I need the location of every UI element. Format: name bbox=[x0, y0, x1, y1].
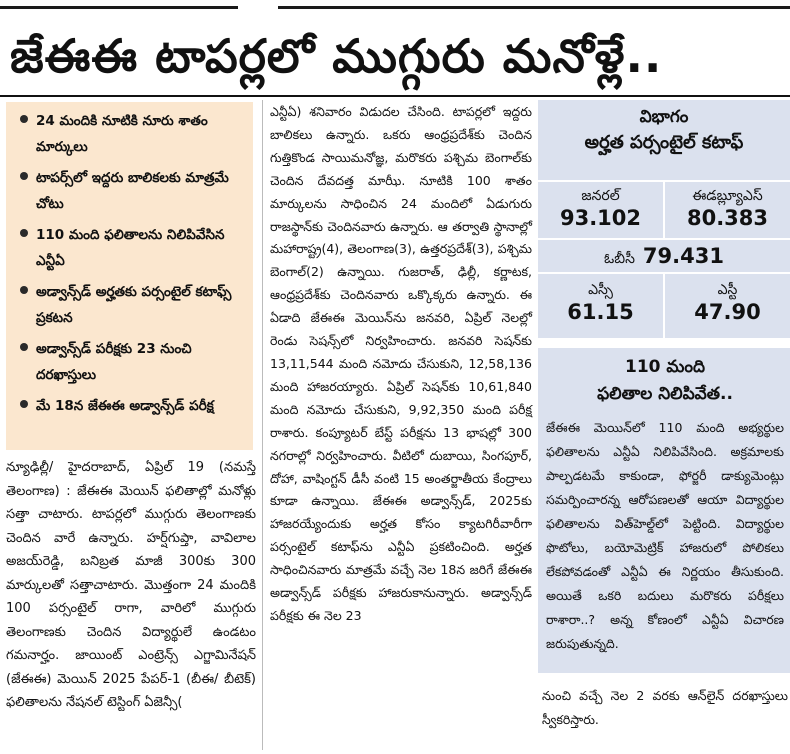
article-column-2: ఎన్టీఏ) శనివారం విడుదల చేసింది. టాపర్లలో ఇద్దరు బాలికలు ఉన్నారు. ఒకరు ఆంధ్రప్రదేశ్‌కు చెందిన గుత్తికొండ సాయిమనోజ్ఞ, మరొకరు పశ్చిమ బెంగాల్‌కు చెందిన దేవదత్త మాఝీ. నూటికి 100 శాతం మార్కులను సాధించిన 24 మందిలో ఏడుగురు రాజస్థాన్‌కు చెందినవారు ఉన్నారు. ఆ తర్వాతి స్థానాల్లో మహారాష్ట్ర(4), తెలంగాణ(3), ఉత్తరప్రదేశ్(3), పశ్చిమ బెంగాల్(2) ఉన్నాయి. గుజరాత్, ఢిల్లీ, కర్ణాటక, ఆంధ్రప్రదేశ్‌కు చెందినవారు ఒక్కొక్కరు ఉన్నారు. ఈ ఏడాది జేఈఈ మెయిన్‌ను జనవరి, ఏప్రిల్ నెలల్లో రెండు సెషన్స్‌లో నిర్వహించారు. జనవరి సెషన్‌కు 13,11,544 మంది నమోదు చేసుకుని, 12,58,136 మంది హాజరయ్యారు. ఏప్రిల్ సెషన్‌కు 10,61,840 మంది నమోదు చేసుకుని, 9,92,350 మంది పరీక్ష రాశారు. కంప్యూటర్ బేస్ట్ పరీక్షను 13 భాషల్లో 300 నగరాల్లో నిర్వహించారు. వీటిలో దుబాయి, సింగపూర్, దోహా, వాషింగ్టన్ డీసీ వంటి 15 అంతర్జాతీయ కేంద్రాలు కూడా ఉన్నాయి. జేఈఈ అడ్వాన్స్‌డ్, 2025కు హాజరయ్యేందుకు అర్హత కోసం క్యాటగిరీవారీగా పర్సంటైల్ కటాఫ్‌ను ఎన్టీఏ ప్రకటించింది. అర్హత సాధించినవారు మాత్రమే వచ్చే నెల 18న జరిగే జేఈఈ అడ్వాన్స్‌డ్ పరీక్షకు హాజరుకానున్నారు. అడ్వాన్స్‌డ్ పరీక్షకు ఈ నెల 23 bbox=[270, 104, 532, 623]
headline-rule bbox=[0, 95, 790, 97]
side-story-body: జేఈఈ మెయిన్‌లో 110 మంది అభ్యర్థుల ఫలితాలను ఎన్టీఏ నిలిపివేసింది. అక్రమాలకు పాల్పడటమే కాకుండా, ఫోర్జరీ డాక్యుమెంట్లు సమర్పించారన్న ఆరోపణలతో ఆయా విద్యార్థుల ఫలితాలను విత్‌హెల్డ్‌లో పెట్టింది. విద్యార్థుల ఫొటోలు, బయోమెట్రిక్ హాజరులో పోలికలు లేకపోవడంతో ఎన్టీఏ ఈ నిర్ణయం తీసుకుంది. అయితే ఒకరి బదులు మరొకరు పరీక్షలు రాశారా..? అన్న కోణంలో ఎన్టీఏ విచారణ జరుపుతున్నది. bbox=[546, 420, 784, 651]
highlight-item: టాపర్స్‌లో ఇద్దరు బాలికలకు మాత్రమే చోటు bbox=[20, 165, 245, 217]
bullet-icon bbox=[20, 229, 28, 237]
cell-obc: ఓబీసీ 79.431 bbox=[604, 244, 724, 268]
bullet-icon bbox=[20, 343, 28, 351]
cutoff-heading: విభాగం అర్హత పర్సంటైల్ కటాఫ్ bbox=[584, 107, 744, 153]
highlight-item: అడ్వాన్స్‌డ్ అర్హతకు పర్సంటైల్ కటాఫ్స్ ప్రకటన bbox=[20, 279, 245, 331]
highlight-item: 110 మంది ఫలితాలను నిలిపివేసిన ఎన్టీఏ bbox=[20, 222, 245, 274]
cell-st: ఎస్టీ 47.90 bbox=[694, 282, 761, 324]
top-rule bbox=[0, 0, 790, 14]
grid-line bbox=[538, 238, 790, 240]
cutoff-table bbox=[538, 100, 790, 338]
column-divider bbox=[262, 100, 263, 750]
article-continuation: నుంచి వచ్చే నెల 2 వరకు ఆన్‌లైన్ దరఖాస్తులు స్వీకరిస్తారు. bbox=[542, 688, 788, 727]
cell-sc: ఎస్సీ 61.15 bbox=[567, 282, 634, 324]
bullet-icon bbox=[20, 286, 28, 294]
highlight-item: 24 మందికి నూటికి నూరు శాతం మార్కులు bbox=[20, 108, 245, 160]
cell-general: జనరల్ 93.102 bbox=[559, 188, 642, 230]
article-column-1: న్యూఢిల్లీ/ హైదరాబాద్, ఏప్రిల్ 19 (నమస్తే తెలంగాణ) : జేఈఈ మెయిన్ ఫలితాల్లో మనోళ్లు సత్తా చాటారు. టాపర్లలో ముగ్గురు తెలంగాణకు చెందిన వారే ఉన్నారు. హర్ష్‌గుప్తా, వావిలాల అజయ్‌రెడ్డి, బనిబ్రత మాజీ 300కు 300 మార్కులతో సత్తాచాటారు. మొత్తంగా 24 మందికి 100 పర్సంటైల్ రాగా, వారిలో ముగ్గురు తెలంగాణకు చెందిన విద్యార్థులే ఉండటం గమనార్హం. జాయింట్ ఎంట్రెన్స్ ఎగ్జామినేషన్ (జేఈఈ) మెయిన్ 2025 పేపర్-1 (బీఈ/ బీటెక్) ఫలితాలను నేషనల్ టెస్టింగ్ ఏజెన్సీ( bbox=[6, 460, 256, 710]
bullet-icon bbox=[20, 172, 28, 180]
side-story-box bbox=[538, 348, 790, 673]
bullet-icon bbox=[20, 400, 28, 408]
highlights-box bbox=[6, 102, 253, 450]
bullet-icon bbox=[20, 115, 28, 123]
highlight-item: అడ్వాన్స్‌డ్ పరీక్షకు 23 నుంచి దరఖాస్తులు bbox=[20, 336, 245, 388]
cell-ews: ఈడబ్ల్యూఎస్ 80.383 bbox=[686, 188, 769, 230]
highlight-item: మే 18న జేఈఈ అడ్వాన్స్‌డ్ పరీక్ష bbox=[20, 393, 245, 419]
headline: జేఈఈ టాపర్లలో ముగ్గురు మనోళ్లే.. bbox=[10, 29, 663, 83]
side-story-title: 110 మంది ఫలితాల నిలిపివేత.. bbox=[597, 357, 733, 404]
